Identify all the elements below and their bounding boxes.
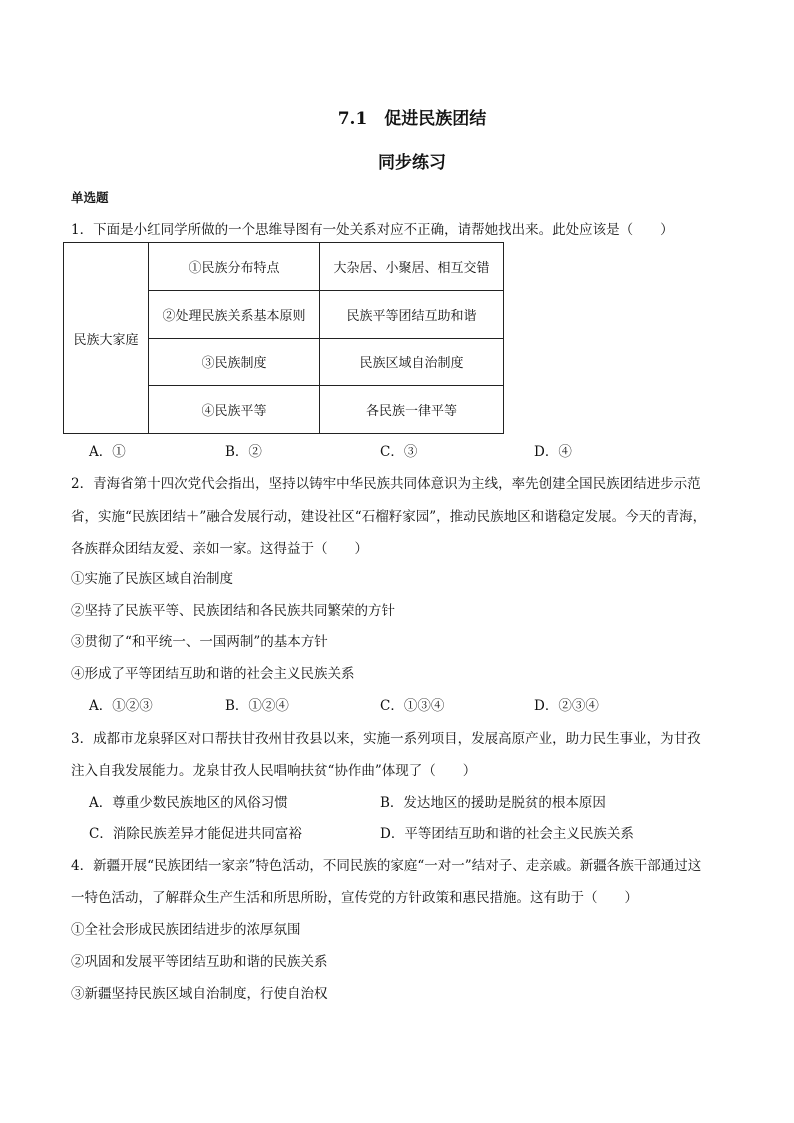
q4-statement: ①全社会形成民族团结进步的浓厚氛围 (71, 922, 301, 938)
question-2-line: 2．青海省第十四次党代会指出，坚持以铸牢中华民族共同体意识为主线，率先创建全国民族团结进步示范 (71, 476, 701, 492)
q4-statement: ②巩固和发展平等团结互助和谐的民族关系 (71, 954, 328, 970)
q2-statement: ③贯彻了“和平统一、一国两制”的基本方针 (71, 634, 328, 650)
question-2-line: 各族群众团结友爱、亲如一家。这得益于（ ） (71, 541, 368, 557)
q1-option-c: C．③ (380, 444, 418, 460)
mind-map-left-cell: ④民族平等 (149, 386, 320, 434)
q3-option-a: A．尊重少数民族地区的风俗习惯 (89, 795, 288, 811)
question-2-line: 省，实施“民族团结＋”融合发展行动，建设社区“石榴籽家园”，推动民族地区和谐稳定发展。今天的青海， (71, 509, 707, 525)
page-subtitle: 同步练习 (378, 153, 446, 173)
q2-option-b: B．①②④ (225, 698, 289, 714)
q1-option-b: B．② (225, 444, 262, 460)
q2-statement: ④形成了平等团结互助和谐的社会主义民族关系 (71, 666, 355, 682)
q1-option-a: A．① (89, 444, 126, 460)
question-4-line: 4．新疆开展“民族团结一家亲”特色活动，不同民族的家庭“一对一”结对子、走亲戚。新疆各族干部通过这 (71, 858, 702, 874)
mind-map-left-cell: ②处理民族关系基本原则 (149, 290, 320, 338)
question-3-line: 注入自我发展能力。龙泉甘孜人民唱响扶贫“协作曲”体现了（ ） (71, 763, 477, 779)
mind-map-right-cell: 民族平等团结互助和谐 (320, 290, 504, 338)
mind-map-root: 民族大家庭 (64, 243, 149, 434)
page-title: 7.1 促进民族团结 (337, 109, 487, 129)
q2-statement: ②坚持了民族平等、民族团结和各民族共同繁荣的方针 (71, 603, 395, 619)
mind-map-table (63, 242, 504, 434)
mind-map-right-cell: 各民族一律平等 (320, 386, 504, 434)
q2-option-d: D．②③④ (534, 698, 599, 714)
q3-option-b: B．发达地区的援助是脱贫的根本原因 (380, 795, 606, 811)
question-1-stem: 1．下面是小红同学所做的一个思维导图有一处关系对应不正确，请帮她找出来。此处应该是（ ） (71, 222, 674, 238)
q2-option-c: C．①③④ (380, 698, 445, 714)
question-4-line: 一特色活动，了解群众生产生活和所思所盼，宣传党的方针政策和惠民措施。这有助于（ ） (71, 890, 638, 906)
q1-option-d: D．④ (534, 444, 572, 460)
section-heading: 单选题 (71, 190, 109, 205)
q3-option-d: D．平等团结互助和谐的社会主义民族关系 (380, 826, 634, 842)
mind-map-right-cell: 大杂居、小聚居、相互交错 (320, 243, 504, 291)
q2-option-a: A．①②③ (89, 698, 153, 714)
q4-statement: ③新疆坚持民族区域自治制度，行使自治权 (71, 986, 328, 1002)
q2-statement: ①实施了民族区域自治制度 (71, 571, 233, 587)
mind-map-right-cell: 民族区域自治制度 (320, 338, 504, 386)
question-3-line: 3．成都市龙泉驿区对口帮扶甘孜州甘孜县以来，实施一系列项目，发展高原产业，助力民生事业，为甘孜 (71, 731, 701, 747)
mind-map-left-cell: ①民族分布特点 (149, 243, 320, 291)
q3-option-c: C．消除民族差异才能促进共同富裕 (89, 826, 302, 842)
mind-map-left-cell: ③民族制度 (149, 338, 320, 386)
